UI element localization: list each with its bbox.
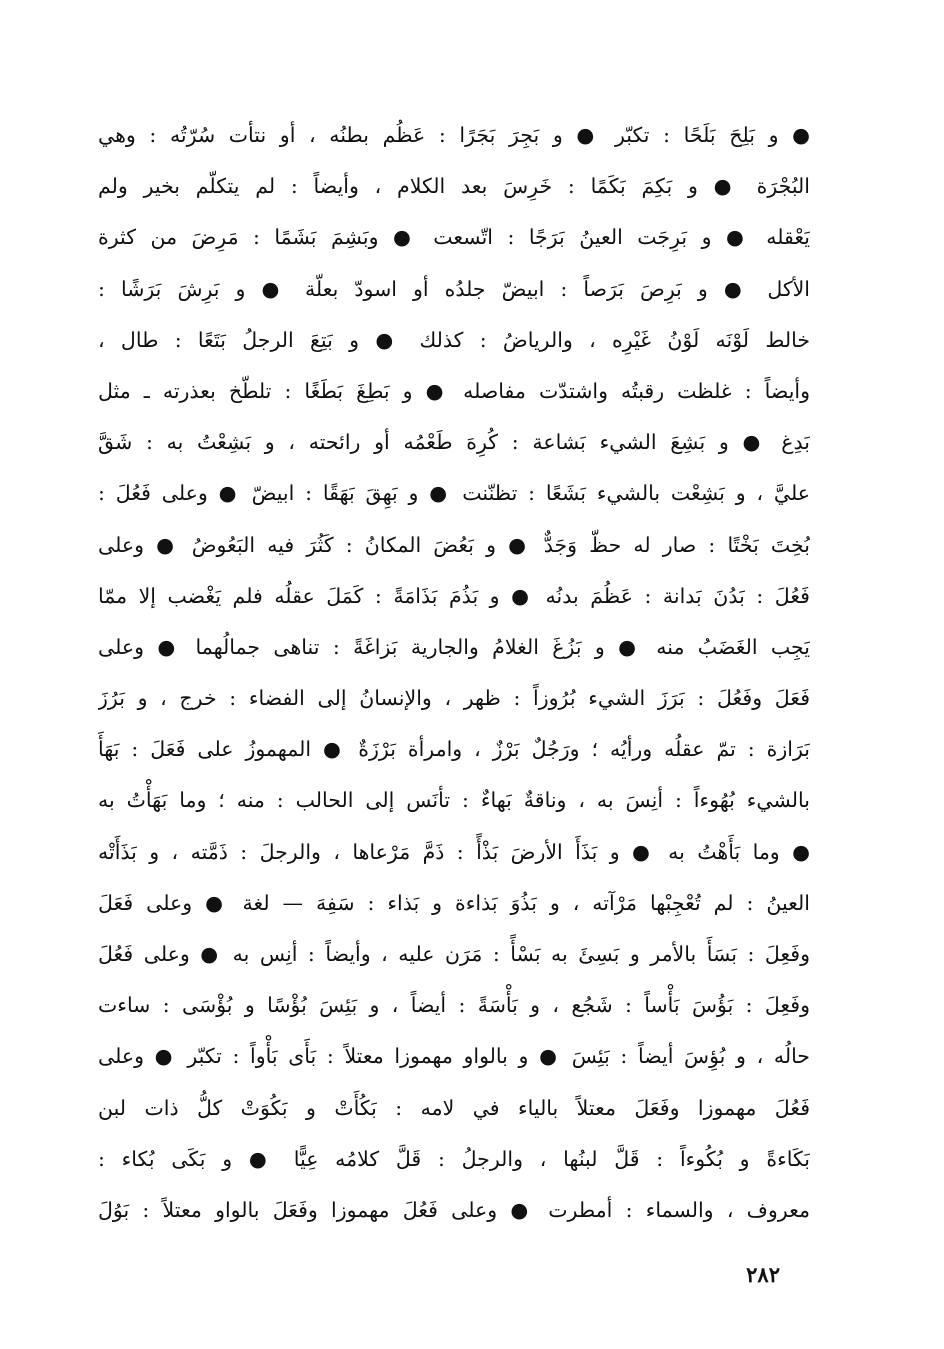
text-line: وفَعِلَ : بَسَأَ بالأمر و بَسِئَ به بَسْأً : مَرَن عليه ، وأيضاً : أنِس به ● وعلى فَعُلَ: [98, 942, 810, 966]
text-line: بَكَاءةً و بُكُوءاً : قَلَّ لبنُها ، والرجلُ : قَلَّ كلامُه عِيًّا ● و بَكَى بُكاء :: [98, 1146, 810, 1171]
text-line: بَدِغ ● و بَشِعَ الشيء بَشاعة : كُرِهَ طَعْمُه أو رائحته ، و بَشِعْتُ به : شَقَّ: [98, 430, 810, 455]
text-line: بَرَازة : تمّ عقلُه ورأيُه ؛ ورَجُلٌ بَرْزٌ ، وامرأة بَرْزَةٌ ● المهموزُ على فَعَلَ : بَهَأَ: [98, 737, 810, 762]
text-line: ● وما بَأَهْتُ به ● و بَذَأَ الأرضَ بَذْأً : ذَمَّ مَرْعاها ، والرجلَ : ذَمَّته ، و بَذَأَتْه: [98, 839, 810, 864]
text-line: خالط لَوْنَه لَوْنُ غَيْرِه ، والرياضُ : كذلك ● و بَتِعَ الرجلُ بَتَعًا : طال ،: [98, 327, 810, 352]
body-text: [98, 110, 810, 1236]
text-line: البُجْرَة ● و بَكِمَ بَكَمًا : خَرِسَ بعد الكلام ، وأيضاً : لم يتكلّم بخير ولم: [98, 174, 810, 199]
text-line: بُخِتَ بَخْتًا : صار له حظّ وَجَدٌّ ● و بَعُضَ المكانُ : كَثُرَ فيه البَعُوضُ ● وعلى: [98, 532, 810, 557]
text-line: العينُ : لم تُعْجِبْها مَرْآته ، و بَذُوَ بَذاءة و بَذاء : سَفِهَ — لغة ● وعلى فَعَلَ: [98, 890, 810, 915]
text-line: يَجِب الغَضَبُ منه ● و بَزُغَ الغلامُ والجارية بَزاغَةً : تناهى جمالُهما ● وعلى: [98, 634, 810, 659]
text-line: فَعُلَ مهموزا وفَعَلَ معتلاً بالياء في لامه : بَكُأَتْ و بَكُوَتْ كلُّ ذات لبن: [98, 1095, 810, 1120]
text-line: ● و بَلِحَ بَلَحًا : تكبّر ● و بَجِرَ بَجَرًا : عَظُم بطنُه ، أو نتأت سُرّتُه : وهي: [98, 123, 810, 147]
page-number: ٢٨٢: [746, 1262, 780, 1287]
text-line: حالُه ، و بُؤِسَ أيضاً : بَئِسَ ● و بالواو مهموزا معتلاً : بَأَى بَأْواً : تكبّر ● وعلى: [98, 1044, 810, 1069]
text-line: عليَّ ، و بَشِعْت بالشيء بَشَعًا : تظنّنت ● و بَهِقَ بَهَقًا : ابيضّ ● وعلى فَعُلَ :: [98, 481, 810, 506]
text-line: فَعَلَ وفَعُلَ : بَرَزَ الشيء بُرُوزاً : ظهر ، والإنسانُ إلى الفضاء : خرج ، و بَرُزَ: [98, 686, 810, 711]
text-line: الأكل ● و بَرِصَ بَرَصاً : ابيضّ جلدُه أو اسودّ بعلّة ● و بَرِشَ بَرَشًا :: [98, 276, 810, 301]
text-line: معروف ، والسماء : أمطرت ● وعلى فَعُلَ مهموزا وفَعَلَ بالواو معتلاً : بَوُلَ: [98, 1197, 810, 1222]
text-line: بالشيء بُهُوءاً : أنِسَ به ، وناقةٌ بَهاءٌ : تأنَس إلى الحالب : منه ؛ وما بَهَأْتُ به: [98, 788, 810, 813]
text-line: فَعُلَ : بَدُنَ بَدانة : عَظُمَ بدنُه ● و بَذُمَ بَذَامَةً : كَمَلَ عقلُه فلم يَغْضب إلا ممّا: [98, 583, 810, 608]
text-line: وأيضاً : غلظت رقبتُه واشتدّت مفاصله ● و بَطِغَ بَطَغًا : تلطّخ بعذرته ـ مثل: [98, 378, 810, 403]
text-line: وفَعِلَ : بَؤُسَ بَأْساً : شَجُع ، و بَأْسَةً : أيضاً ، و بَئِسَ بُؤْسًا و بُؤْسَى : ساءت: [98, 993, 810, 1018]
text-line: يَعْقله ● و بَرِجَت العينُ بَرَجًا : اتّسعت ● وبَشِمَ بَشَمًا : مَرِضَ من كثرة: [98, 225, 810, 250]
